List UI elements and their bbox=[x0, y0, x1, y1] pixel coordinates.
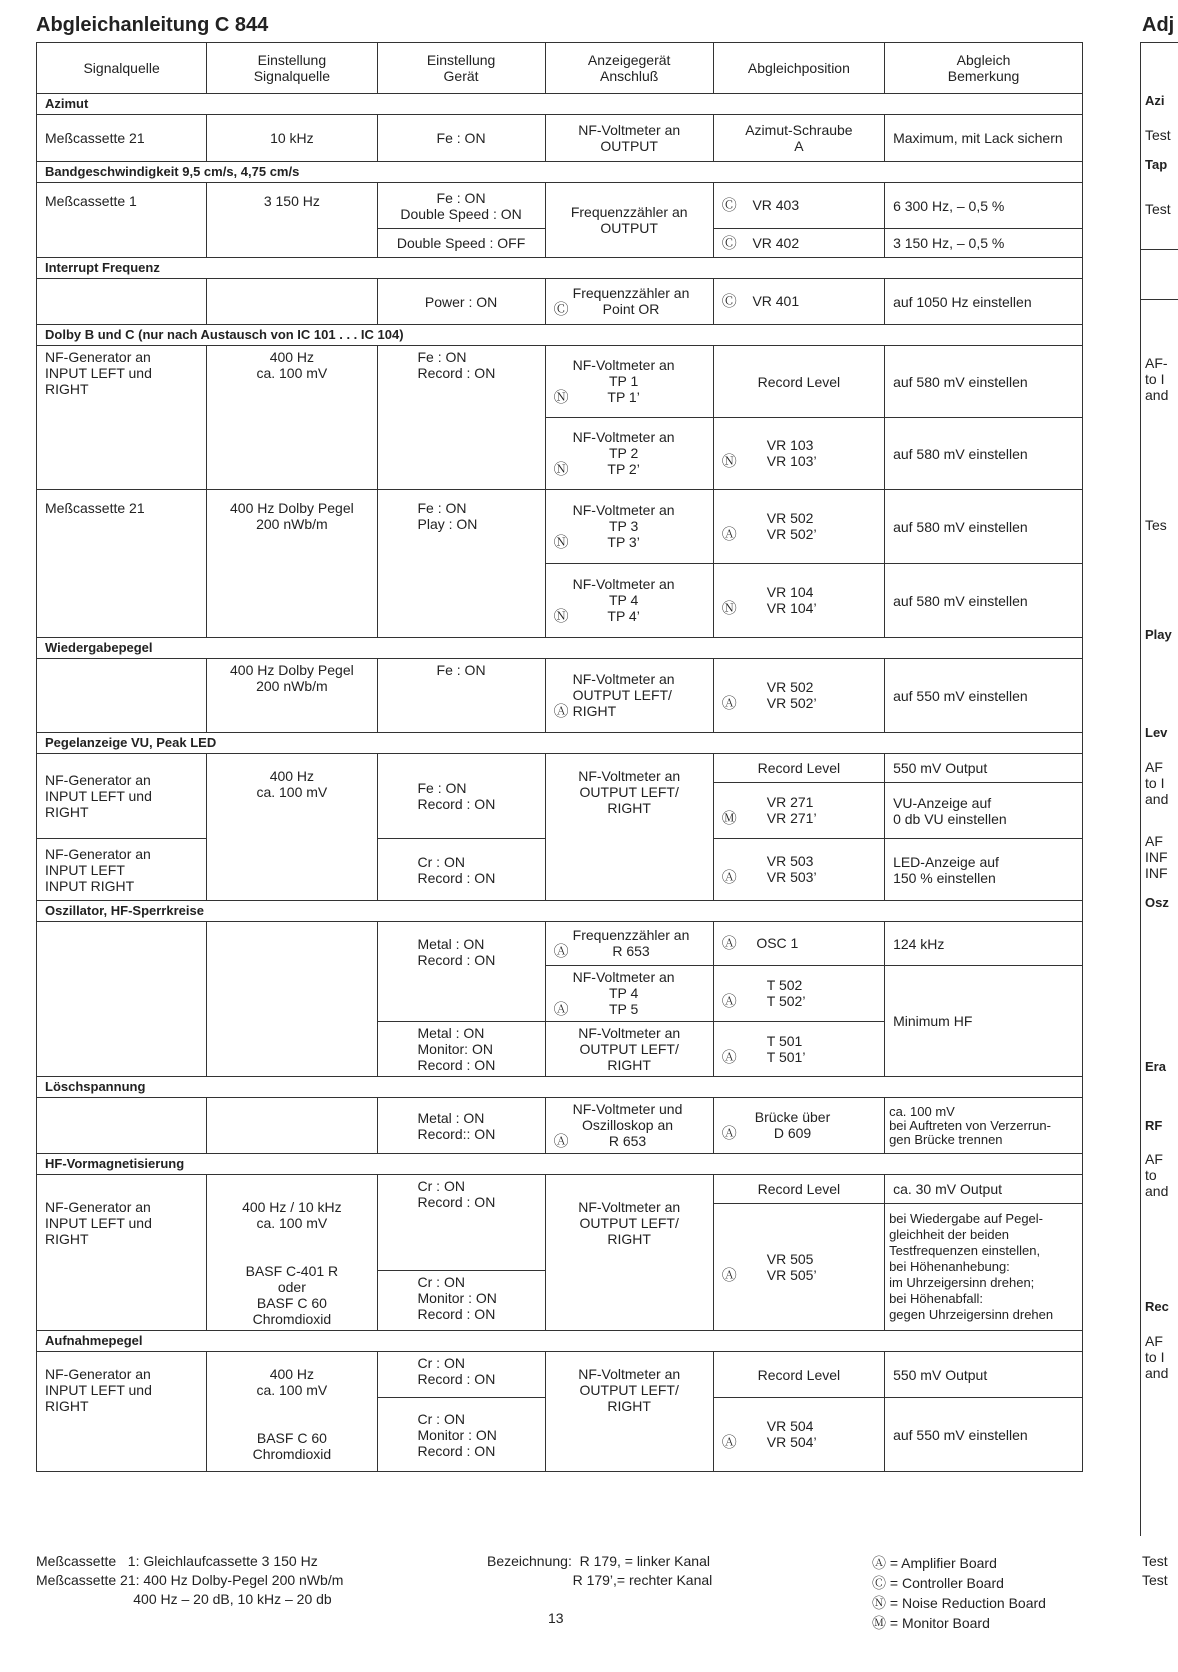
cell-device-setting: Cr : ON Record : ON bbox=[377, 839, 545, 901]
cell-source-setting: 400 Hz Dolby Pegel 200 nWb/m bbox=[207, 659, 377, 733]
noise-reduction-board-icon: Ⓝ bbox=[553, 534, 569, 551]
section-oscillator: Oszillator, HF-Sperrkreise bbox=[37, 901, 1083, 922]
strip-text: AF to I and bbox=[1145, 759, 1169, 807]
cell-position: ⒶVR 502 VR 502’ bbox=[713, 490, 884, 564]
amplifier-board-icon: Ⓐ bbox=[553, 943, 569, 960]
cell-position: ⒶVR 503 VR 503’ bbox=[713, 839, 884, 901]
cell-remark: ca. 30 mV Output bbox=[885, 1175, 1083, 1204]
cell-position: ⒶT 502 T 502’ bbox=[713, 966, 884, 1022]
cell-position: ⒶVR 502 VR 502’ bbox=[713, 659, 884, 733]
adjacent-page-title-fragment: Adj bbox=[1142, 14, 1175, 36]
cell-position: Ⓒ VR 402 bbox=[713, 229, 884, 258]
section-dolby: Dolby B und C (nur nach Austausch von IC 101 . . . IC 104) bbox=[37, 325, 1083, 346]
cell-device-setting: Cr : ON Monitor : ON Record : ON bbox=[377, 1398, 545, 1472]
cell-indicator: ⓃNF-Voltmeter an TP 3 TP 3’ bbox=[545, 490, 713, 564]
legend-item-monitor: Ⓜ = Monitor Board bbox=[872, 1615, 990, 1631]
strip-label: RF bbox=[1145, 1118, 1163, 1133]
header-source-setting: Einstellung Signalquelle bbox=[207, 43, 377, 94]
page-title: Abgleichanleitung C 844 bbox=[36, 14, 269, 36]
cell-remark: bei Wiedergabe auf Pegel- gleichheit der beiden Testfrequenzen einstellen, bei Höhenanhebung: im Uhrzeigersinn drehen; bei Höhenabfall: gegen Uhrzeigersinn drehen bbox=[885, 1204, 1083, 1331]
amplifier-board-icon: Ⓐ bbox=[721, 1048, 737, 1066]
table-row bbox=[37, 922, 1083, 966]
cell-source: Meßcassette 21 bbox=[37, 490, 207, 638]
table-row bbox=[37, 1098, 1083, 1154]
cell-position: Ⓒ VR 401 bbox=[713, 279, 884, 325]
cell-device-setting: Double Speed : OFF bbox=[377, 229, 545, 258]
strip-label: Play bbox=[1145, 627, 1172, 642]
strip-text: AF- to I and bbox=[1145, 355, 1169, 403]
strip-text: Test bbox=[1145, 127, 1171, 143]
cell-device-setting: Power : ON bbox=[377, 279, 545, 325]
cell-source: NF-Generator an INPUT LEFT INPUT RIGHT bbox=[37, 839, 207, 901]
strip-label: Lev bbox=[1145, 725, 1168, 740]
header-device-setting: Einstellung Gerät bbox=[377, 43, 545, 94]
cell-position: Record Level bbox=[713, 754, 884, 783]
controller-board-icon: Ⓒ bbox=[553, 301, 569, 318]
cell-source bbox=[37, 922, 207, 1077]
noise-reduction-board-icon: Ⓝ bbox=[553, 389, 569, 406]
table-row bbox=[37, 754, 1083, 783]
cell-position: Record Level bbox=[713, 346, 884, 418]
cell-source: Meßcassette 21 bbox=[37, 115, 207, 162]
cell-source: Meßcassette 1 bbox=[37, 183, 207, 258]
cell-device-setting: Fe : ON Record : ON bbox=[377, 346, 545, 490]
cell-position: ⒶT 501 T 501’ bbox=[713, 1022, 884, 1077]
cell-source: NF-Generator an INPUT LEFT und RIGHT bbox=[37, 1175, 207, 1331]
cell-remark: auf 550 mV einstellen bbox=[885, 659, 1083, 733]
adjustment-table bbox=[36, 42, 1083, 1472]
cell-device-setting: Cr : ON Monitor : ON Record : ON bbox=[377, 1270, 545, 1331]
header-remark: Abgleich Bemerkung bbox=[885, 43, 1083, 94]
table-row bbox=[37, 346, 1083, 418]
cell-indicator: NF-Voltmeter an OUTPUT LEFT/ RIGHT bbox=[545, 1175, 713, 1331]
cell-indicator: Frequenzzähler an OUTPUT bbox=[545, 183, 713, 258]
strip-divider bbox=[1141, 299, 1178, 300]
adjacent-page-strip bbox=[1140, 42, 1178, 1536]
cell-source-setting: 400 Hz ca. 100 mV bbox=[207, 754, 377, 901]
cell-position: ⒶVR 505 VR 505’ bbox=[713, 1204, 884, 1331]
legend-item-noise-reduction: Ⓝ = Noise Reduction Board bbox=[872, 1595, 1046, 1611]
strip-label: Osz bbox=[1145, 895, 1169, 910]
cell-position: ⓃVR 103 VR 103’ bbox=[713, 418, 884, 490]
amplifier-board-icon: Ⓐ bbox=[553, 1001, 569, 1018]
cell-device-setting: Cr : ON Record : ON bbox=[377, 1352, 545, 1398]
cell-indicator: ⓃNF-Voltmeter an TP 1 TP 1’ bbox=[545, 346, 713, 418]
monitor-board-icon: Ⓜ bbox=[721, 810, 737, 827]
cell-indicator: NF-Voltmeter an OUTPUT LEFT/ RIGHT bbox=[545, 1022, 713, 1077]
strip-label: Tap bbox=[1145, 157, 1168, 172]
strip-label: Era bbox=[1145, 1059, 1166, 1074]
cell-indicator: ⒶNF-Voltmeter an TP 4 TP 5 bbox=[545, 966, 713, 1022]
cell-remark: auf 550 mV einstellen bbox=[885, 1398, 1083, 1472]
cell-source-setting: 10 kHz bbox=[207, 115, 377, 162]
cell-indicator: NF-Voltmeter an OUTPUT bbox=[545, 115, 713, 162]
cell-remark: VU-Anzeige auf 0 db VU einstellen bbox=[885, 783, 1083, 839]
board-legend bbox=[872, 1553, 1046, 1633]
cell-position: ⒶBrücke über D 609 bbox=[713, 1098, 884, 1154]
header-adjust-position: Abgleichposition bbox=[713, 43, 884, 94]
page-number: 13 bbox=[548, 1610, 564, 1626]
cell-source-setting bbox=[207, 922, 377, 1077]
noise-reduction-board-icon: Ⓝ bbox=[553, 461, 569, 478]
header-indicator: Anzeigegerät Anschluß bbox=[545, 43, 713, 94]
cell-device-setting: Metal : ON Record : ON bbox=[377, 922, 545, 1022]
cell-indicator: ⓃNF-Voltmeter an TP 4 TP 4’ bbox=[545, 564, 713, 638]
cell-position: Ⓒ VR 403 bbox=[713, 183, 884, 229]
controller-board-icon: Ⓒ bbox=[721, 234, 737, 252]
cell-device-setting: Fe : ON Play : ON bbox=[377, 490, 545, 638]
cell-source-setting: 400 Hz ca. 100 mV BASF C 60 Chromdioxid bbox=[207, 1352, 377, 1472]
section-interrupt: Interrupt Frequenz bbox=[37, 258, 1083, 279]
amplifier-board-icon: Ⓐ bbox=[721, 526, 737, 543]
table-row bbox=[37, 115, 1083, 162]
table-row bbox=[37, 183, 1083, 229]
cell-remark: auf 580 mV einstellen bbox=[885, 346, 1083, 418]
cell-source-setting: 400 Hz Dolby Pegel 200 nWb/m bbox=[207, 490, 377, 638]
cell-position: ⓃVR 104 VR 104’ bbox=[713, 564, 884, 638]
cell-remark: auf 1050 Hz einstellen bbox=[885, 279, 1083, 325]
cassette-notes: Meßcassette 1: Gleichlaufcassette 3 150 Hz Meßcassette 21: 400 Hz Dolby-Pegel 200 nWb/m 400 Hz – 20 dB, 10 kHz – 20 db bbox=[36, 1553, 344, 1607]
cell-source bbox=[37, 279, 207, 325]
amplifier-board-icon: Ⓐ bbox=[553, 1133, 569, 1150]
cell-device-setting: Cr : ON Record : ON bbox=[377, 1175, 545, 1271]
cell-source bbox=[37, 659, 207, 733]
cell-source-setting: 400 Hz ca. 100 mV bbox=[207, 346, 377, 490]
strip-label: Azi bbox=[1145, 93, 1165, 108]
cell-source-setting: 400 Hz / 10 kHz ca. 100 mV BASF C-401 R oder BASF C 60 Chromdioxid bbox=[207, 1175, 377, 1331]
strip-text: AF to and bbox=[1145, 1151, 1169, 1199]
designation-note: Bezeichnung: R 179, = linker Kanal R 179’,= rechter Kanal bbox=[487, 1553, 713, 1588]
cell-position: Ⓐ OSC 1 bbox=[713, 922, 884, 966]
cell-device-setting: Fe : ON bbox=[377, 659, 545, 733]
amplifier-board-icon: Ⓐ bbox=[553, 703, 569, 720]
cell-position: ⓂVR 271 VR 271’ bbox=[713, 783, 884, 839]
table-row bbox=[37, 1175, 1083, 1204]
noise-reduction-board-icon: Ⓝ bbox=[721, 453, 737, 470]
amplifier-board-icon: Ⓐ bbox=[721, 1125, 737, 1142]
section-record-level: Aufnahmepegel bbox=[37, 1331, 1083, 1352]
adjacent-page-notes: Test Test bbox=[1142, 1553, 1168, 1588]
amplifier-board-icon: Ⓐ bbox=[721, 695, 737, 712]
cell-remark: 550 mV Output bbox=[885, 1352, 1083, 1398]
cell-remark: Minimum HF bbox=[885, 966, 1083, 1077]
table-header-row bbox=[37, 43, 1083, 94]
amplifier-board-icon: Ⓐ bbox=[721, 935, 737, 952]
section-tape-speed: Bandgeschwindigkeit 9,5 cm/s, 4,75 cm/s bbox=[37, 162, 1083, 183]
strip-text: Tes bbox=[1145, 517, 1167, 533]
cell-remark: 3 150 Hz, – 0,5 % bbox=[885, 229, 1083, 258]
strip-text: Test bbox=[1145, 201, 1171, 217]
cell-remark: Maximum, mit Lack sichern bbox=[885, 115, 1083, 162]
table-row bbox=[37, 1352, 1083, 1398]
cell-source: NF-Generator an INPUT LEFT und RIGHT bbox=[37, 1352, 207, 1472]
amplifier-board-icon: Ⓐ bbox=[721, 869, 737, 886]
header-signal-source: Signalquelle bbox=[37, 43, 207, 94]
strip-text: AF INF INF bbox=[1145, 833, 1168, 881]
cell-position: Record Level bbox=[713, 1175, 884, 1204]
controller-board-icon: Ⓒ bbox=[721, 293, 737, 310]
cell-position: Azimut-Schraube A bbox=[713, 115, 884, 162]
table-row bbox=[37, 659, 1083, 733]
cell-source bbox=[37, 1098, 207, 1154]
cell-source: NF-Generator an INPUT LEFT und RIGHT bbox=[37, 754, 207, 839]
cell-indicator: NF-Voltmeter an OUTPUT LEFT/ RIGHT bbox=[545, 1352, 713, 1472]
amplifier-board-icon: Ⓐ bbox=[721, 1434, 737, 1451]
cell-indicator: NF-Voltmeter an OUTPUT LEFT/ RIGHT bbox=[545, 754, 713, 901]
section-azimut: Azimut bbox=[37, 94, 1083, 115]
cell-remark: 124 kHz bbox=[885, 922, 1083, 966]
noise-reduction-board-icon: Ⓝ bbox=[721, 600, 737, 617]
cell-remark: auf 580 mV einstellen bbox=[885, 490, 1083, 564]
section-level-vu: Pegelanzeige VU, Peak LED bbox=[37, 733, 1083, 754]
cell-source: NF-Generator an INPUT LEFT und RIGHT bbox=[37, 346, 207, 490]
section-playback: Wiedergabepegel bbox=[37, 638, 1083, 659]
section-erase: Löschspannung bbox=[37, 1077, 1083, 1098]
cell-indicator: ⒶNF-Voltmeter und Oszilloskop an R 653 bbox=[545, 1098, 713, 1154]
cell-indicator: ⓃNF-Voltmeter an TP 2 TP 2’ bbox=[545, 418, 713, 490]
cell-indicator: ⒸFrequenzzähler an Point OR bbox=[545, 279, 713, 325]
amplifier-board-icon: Ⓐ bbox=[721, 993, 737, 1010]
cell-device-setting: Fe : ON Double Speed : ON bbox=[377, 183, 545, 229]
strip-text: AF to I and bbox=[1145, 1333, 1169, 1381]
strip-divider bbox=[1141, 249, 1178, 250]
table-row bbox=[37, 490, 1083, 564]
controller-board-icon: Ⓒ bbox=[721, 197, 737, 214]
legend-item-controller: Ⓒ = Controller Board bbox=[872, 1575, 1004, 1591]
cell-device-setting: Metal : ON Monitor: ON Record : ON bbox=[377, 1022, 545, 1077]
cell-position: Record Level bbox=[713, 1352, 884, 1398]
cell-remark: auf 580 mV einstellen bbox=[885, 418, 1083, 490]
cell-source-setting bbox=[207, 279, 377, 325]
cell-remark: 6 300 Hz, – 0,5 % bbox=[885, 183, 1083, 229]
cell-remark: auf 580 mV einstellen bbox=[885, 564, 1083, 638]
cell-device-setting: Metal : ON Record:: ON bbox=[377, 1098, 545, 1154]
cell-source-setting bbox=[207, 1098, 377, 1154]
cell-remark: 550 mV Output bbox=[885, 754, 1083, 783]
cell-source-setting: 3 150 Hz bbox=[207, 183, 377, 258]
cell-remark: LED-Anzeige auf 150 % einstellen bbox=[885, 839, 1083, 901]
strip-label: Rec bbox=[1145, 1299, 1169, 1314]
cell-indicator: ⒶFrequenzzähler an R 653 bbox=[545, 922, 713, 966]
cell-position: ⒶVR 504 VR 504’ bbox=[713, 1398, 884, 1472]
noise-reduction-board-icon: Ⓝ bbox=[553, 608, 569, 625]
legend-item-amplifier: Ⓐ = Amplifier Board bbox=[872, 1555, 997, 1571]
cell-device-setting: Fe : ON bbox=[377, 115, 545, 162]
cell-indicator: ⒶNF-Voltmeter an OUTPUT LEFT/ RIGHT bbox=[545, 659, 713, 733]
amplifier-board-icon: Ⓐ bbox=[721, 1266, 737, 1284]
cell-device-setting: Fe : ON Record : ON bbox=[377, 754, 545, 839]
table-row bbox=[37, 279, 1083, 325]
cell-remark: ca. 100 mV bei Auftreten von Verzerrun- gen Brücke trennen bbox=[885, 1098, 1083, 1154]
section-bias: HF-Vormagnetisierung bbox=[37, 1154, 1083, 1175]
